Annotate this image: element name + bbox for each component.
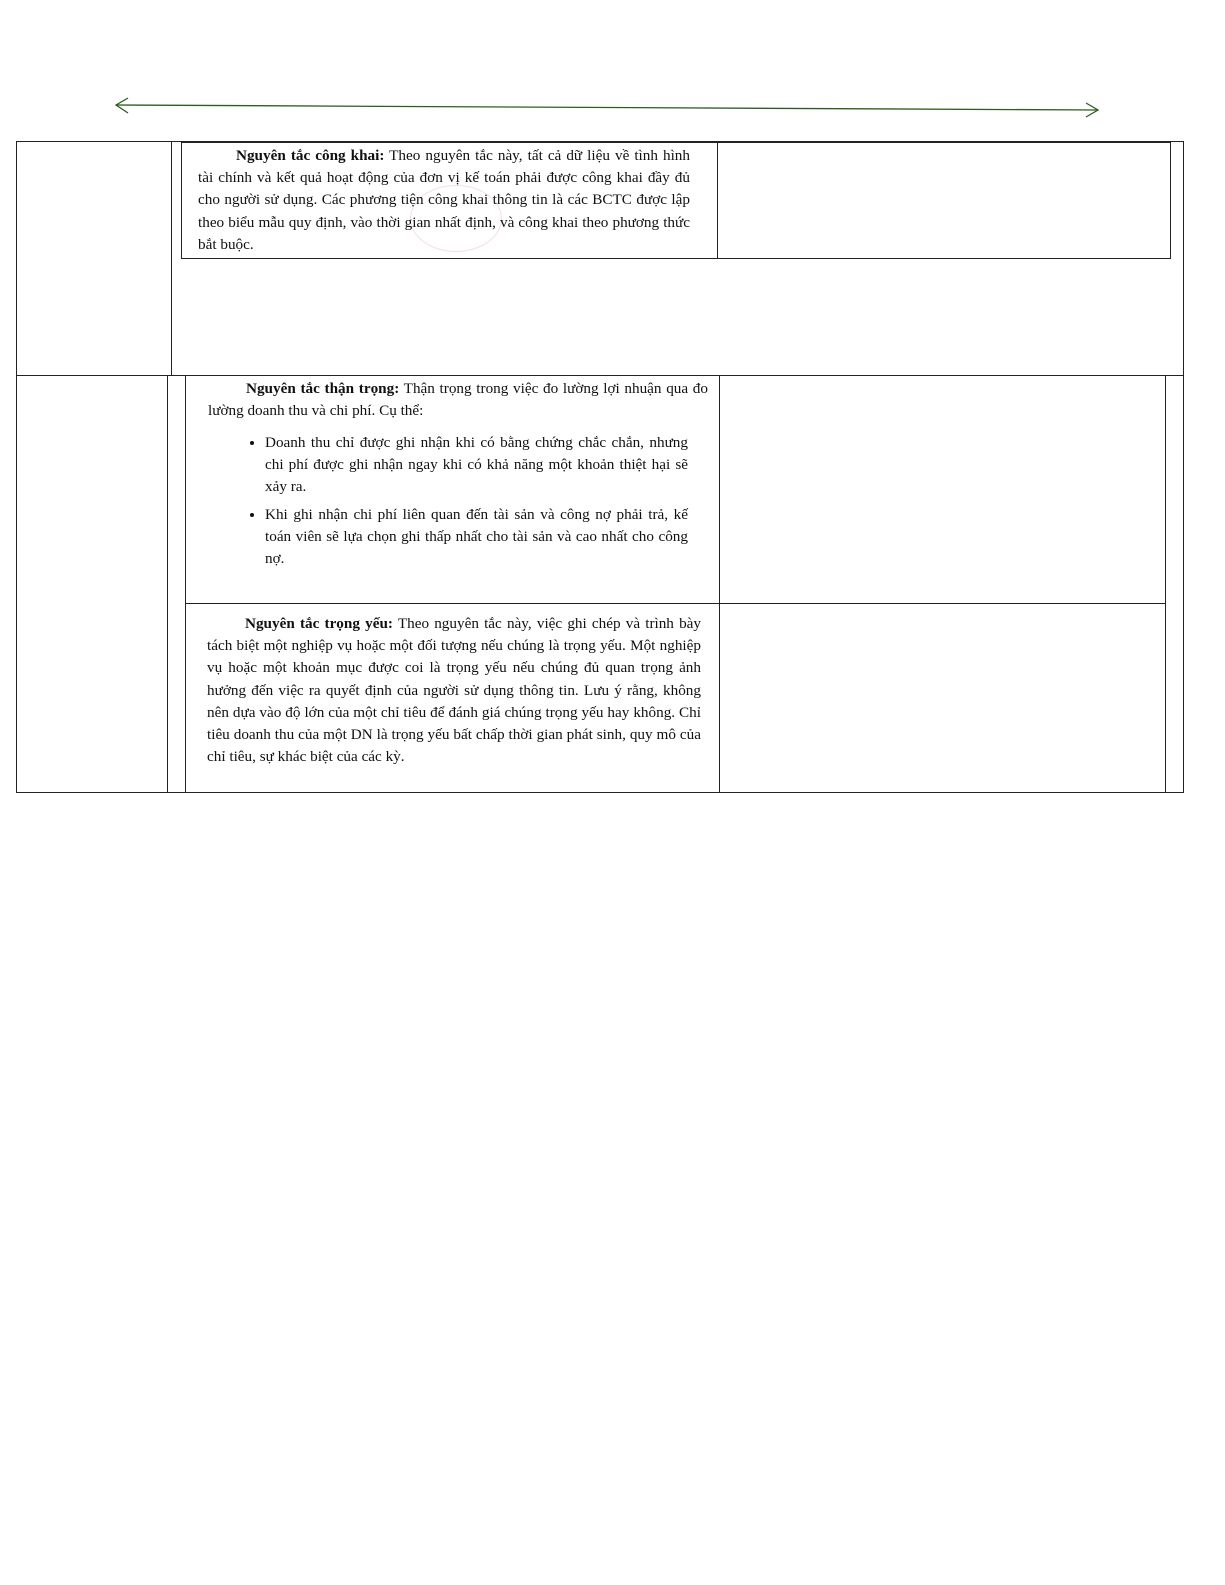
column-divider	[1165, 375, 1166, 793]
column-divider	[719, 375, 720, 793]
principle-body: Theo nguyên tắc này, tất cả dữ liệu về tình hình tài chính và kết quả hoạt động của đơn vị kế toán phải được công khai đầy đủ cho người sử dụng. Các phương tiện công khai thông tin là các BCTC được lập theo biểu mẫu quy định, vào thời gian nhất định, và công khai theo phương thức bắt buộc.	[198, 147, 690, 253]
list-item: • Khi ghi nhận chi phí liên quan đến tài sản và công nợ phải trả, kế toán viên sẽ lựa chọn ghi thấp nhất cho tài sản và cao nhất cho công nợ.	[265, 504, 688, 570]
bullet-list	[208, 432, 688, 570]
row-divider	[185, 603, 1166, 604]
inner-column-divider	[717, 142, 718, 259]
column-divider	[171, 141, 172, 376]
principle-title: Nguyên tắc trọng yếu:	[245, 615, 393, 632]
column-divider	[185, 375, 186, 793]
principle-cong-khai	[198, 145, 690, 256]
principle-than-trong	[208, 378, 708, 576]
principle-body: Thận trọng trong việc đo lường lợi nhuận qua đo lường doanh thu và chi phí. Cụ thể:	[208, 380, 708, 420]
principle-trong-yeu	[207, 613, 701, 768]
column-divider	[167, 375, 168, 793]
principle-title: Nguyên tắc thận trọng:	[246, 380, 400, 397]
principle-title: Nguyên tắc công khai:	[236, 147, 385, 164]
list-item: • Doanh thu chỉ được ghi nhận khi có bằng chứng chắc chắn, nhưng chi phí được ghi nhận ngay khi có khả năng một khoản thiệt hại sẽ xảy ra.	[265, 432, 688, 498]
principle-body: Theo nguyên tắc này, việc ghi chép và trình bày tách biệt một nghiệp vụ hoặc một đối tượng nếu chúng là trọng yếu. Một nghiệp vụ hoặc một khoản mục được coi là trọng yếu nếu chúng đủ quan trọng ảnh hưởng đến việc ra quyết định của người sử dụng thông tin. Lưu ý rằng, không nên dựa vào độ lớn của một chỉ tiêu để đánh giá chúng trọng yếu hay không. Chỉ tiêu doanh thu của một DN là trọng yếu bất chấp thời gian phát sinh, quy mô của chỉ tiêu, sự khác biệt của các kỳ.	[207, 615, 701, 766]
double-arrow-icon	[110, 96, 1105, 120]
